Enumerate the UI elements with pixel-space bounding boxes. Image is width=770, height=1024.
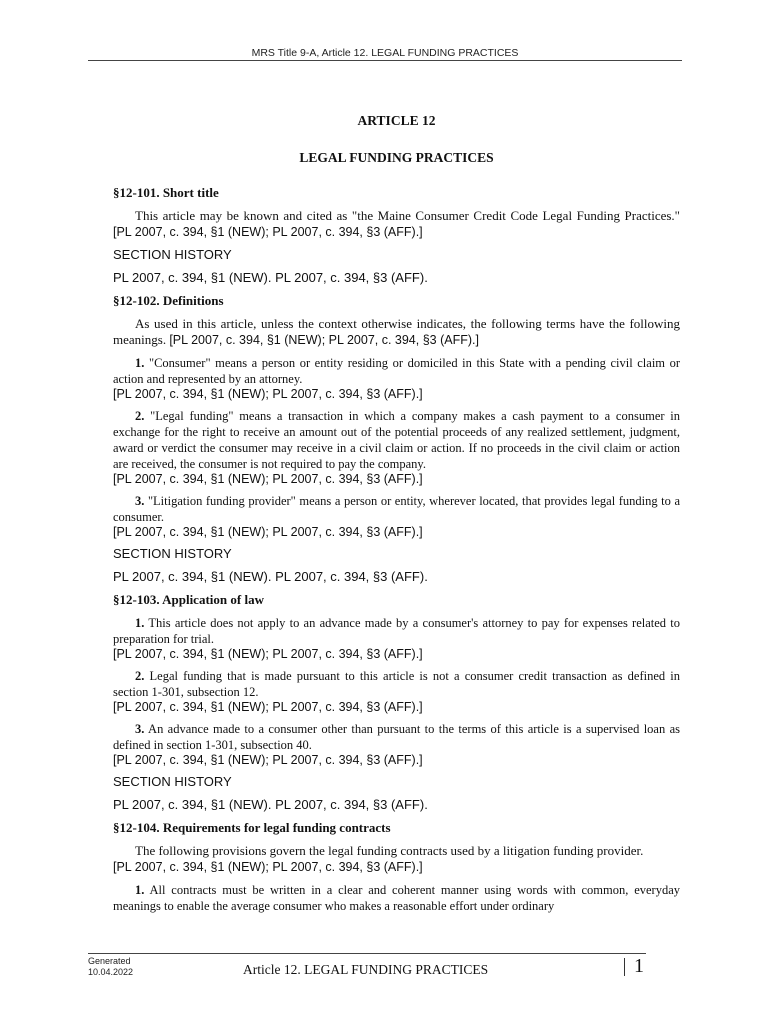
citation: [PL 2007, c. 394, §1 (NEW); PL 2007, c. 394, §3 (AFF).] <box>113 472 423 486</box>
subsection-number: 1. <box>135 883 145 897</box>
section-heading-12-101: §12-101. Short title <box>113 185 219 200</box>
section-history-label: SECTION HISTORY <box>113 546 232 561</box>
section-intro-12-102 <box>113 316 680 348</box>
subsection-12-102-3 <box>113 493 680 539</box>
section-text: The following provisions govern the legal funding contracts used by a litigation funding provider. <box>135 843 644 858</box>
document-body <box>113 113 680 914</box>
header-rule <box>88 60 682 61</box>
citation: [PL 2007, c. 394, §1 (NEW); PL 2007, c. 394, §3 (AFF).] <box>113 647 423 661</box>
section-heading-12-104: §12-104. Requirements for legal funding contracts <box>113 820 391 835</box>
article-heading: ARTICLE 12 <box>357 113 436 128</box>
citation: [PL 2007, c. 394, §1 (NEW); PL 2007, c. 394, §3 (AFF).] <box>169 333 479 347</box>
subsection-text: "Litigation funding provider" means a person or entity, wherever located, that provides legal funding to a consumer. <box>113 494 681 524</box>
subsection-12-103-1 <box>113 615 680 661</box>
subsection-number: 1. <box>135 616 145 630</box>
article-name: LEGAL FUNDING PRACTICES <box>299 150 494 165</box>
subsection-12-102-2 <box>113 408 680 486</box>
section-history-text: PL 2007, c. 394, §1 (NEW). PL 2007, c. 394, §3 (AFF). <box>113 270 428 285</box>
subsection-12-103-3 <box>113 721 680 767</box>
subsection-text: Legal funding that is made pursuant to this article is not a consumer credit transaction as defined in section 1-301, subsection 12. <box>113 669 680 699</box>
section-text-12-101 <box>113 208 680 240</box>
subsection-number: 2. <box>135 409 145 423</box>
footer-generated <box>88 956 133 978</box>
section-history-label: SECTION HISTORY <box>113 774 232 789</box>
section-heading-12-103: §12-103. Application of law <box>113 592 264 607</box>
footer-title: Article 12. LEGAL FUNDING PRACTICES <box>243 962 489 977</box>
citation: [PL 2007, c. 394, §1 (NEW); PL 2007, c. 394, §3 (AFF).] <box>113 753 423 767</box>
subsection-12-103-2 <box>113 668 680 714</box>
section-intro-12-104 <box>113 843 680 875</box>
citation: [PL 2007, c. 394, §1 (NEW); PL 2007, c. 394, §3 (AFF).] <box>113 225 423 239</box>
section-history-text: PL 2007, c. 394, §1 (NEW). PL 2007, c. 394, §3 (AFF). <box>113 569 428 584</box>
subsection-text: An advance made to a consumer other than pursuant to the terms of this article is a supervised loan as defined in section 1-301, subsection 40. <box>113 722 680 752</box>
page-number: 1 <box>634 955 644 977</box>
subsection-number: 2. <box>135 669 145 683</box>
section-heading-12-102: §12-102. Definitions <box>113 293 224 308</box>
subsection-number: 3. <box>135 722 145 736</box>
subsection-text: This article does not apply to an advance made by a consumer's attorney to pay for expenses related to preparation for trial. <box>113 616 680 646</box>
subsection-number: 1. <box>135 356 145 370</box>
subsection-number: 3. <box>135 494 145 508</box>
footer-divider <box>624 958 625 976</box>
subsection-12-102-1 <box>113 355 680 401</box>
citation: [PL 2007, c. 394, §1 (NEW); PL 2007, c. 394, §3 (AFF).] <box>113 525 423 539</box>
generated-label: Generated <box>88 956 131 966</box>
footer-rule <box>88 953 646 954</box>
generated-date: 10.04.2022 <box>88 967 134 977</box>
subsection-12-104-1 <box>113 882 680 914</box>
subsection-text: "Legal funding" means a transaction in which a company makes a cash payment to a consumer in exchange for the right to receive an amount out of the potential proceeds of any realized settlement, judgment, award or verdict the consumer may receive in a civil claim or action. If no proceeds in the civil claim or action are received, the consumer is not required to pay the company. <box>113 409 680 471</box>
section-text: As used in this article, unless the context otherwise indicates, the following terms have the following meanings. <box>113 316 680 347</box>
citation: [PL 2007, c. 394, §1 (NEW); PL 2007, c. 394, §3 (AFF).] <box>113 700 423 714</box>
subsection-text: All contracts must be written in a clear and coherent manner using words with common, everyday meanings to enable the average consumer who makes a reasonable effort under ordinary <box>113 883 681 913</box>
section-history-label: SECTION HISTORY <box>113 247 232 262</box>
section-text: This article may be known and cited as "the Maine Consumer Credit Code Legal Funding Practices." <box>135 208 680 223</box>
subsection-text: "Consumer" means a person or entity residing or domiciled in this State with a pending civil claim or action and represented by an attorney. <box>113 356 681 386</box>
running-header: MRS Title 9-A, Article 12. LEGAL FUNDING PRACTICES <box>251 47 519 59</box>
citation: [PL 2007, c. 394, §1 (NEW); PL 2007, c. 394, §3 (AFF).] <box>113 387 423 401</box>
section-history-text: PL 2007, c. 394, §1 (NEW). PL 2007, c. 394, §3 (AFF). <box>113 797 428 812</box>
citation: [PL 2007, c. 394, §1 (NEW); PL 2007, c. 394, §3 (AFF).] <box>113 860 423 874</box>
